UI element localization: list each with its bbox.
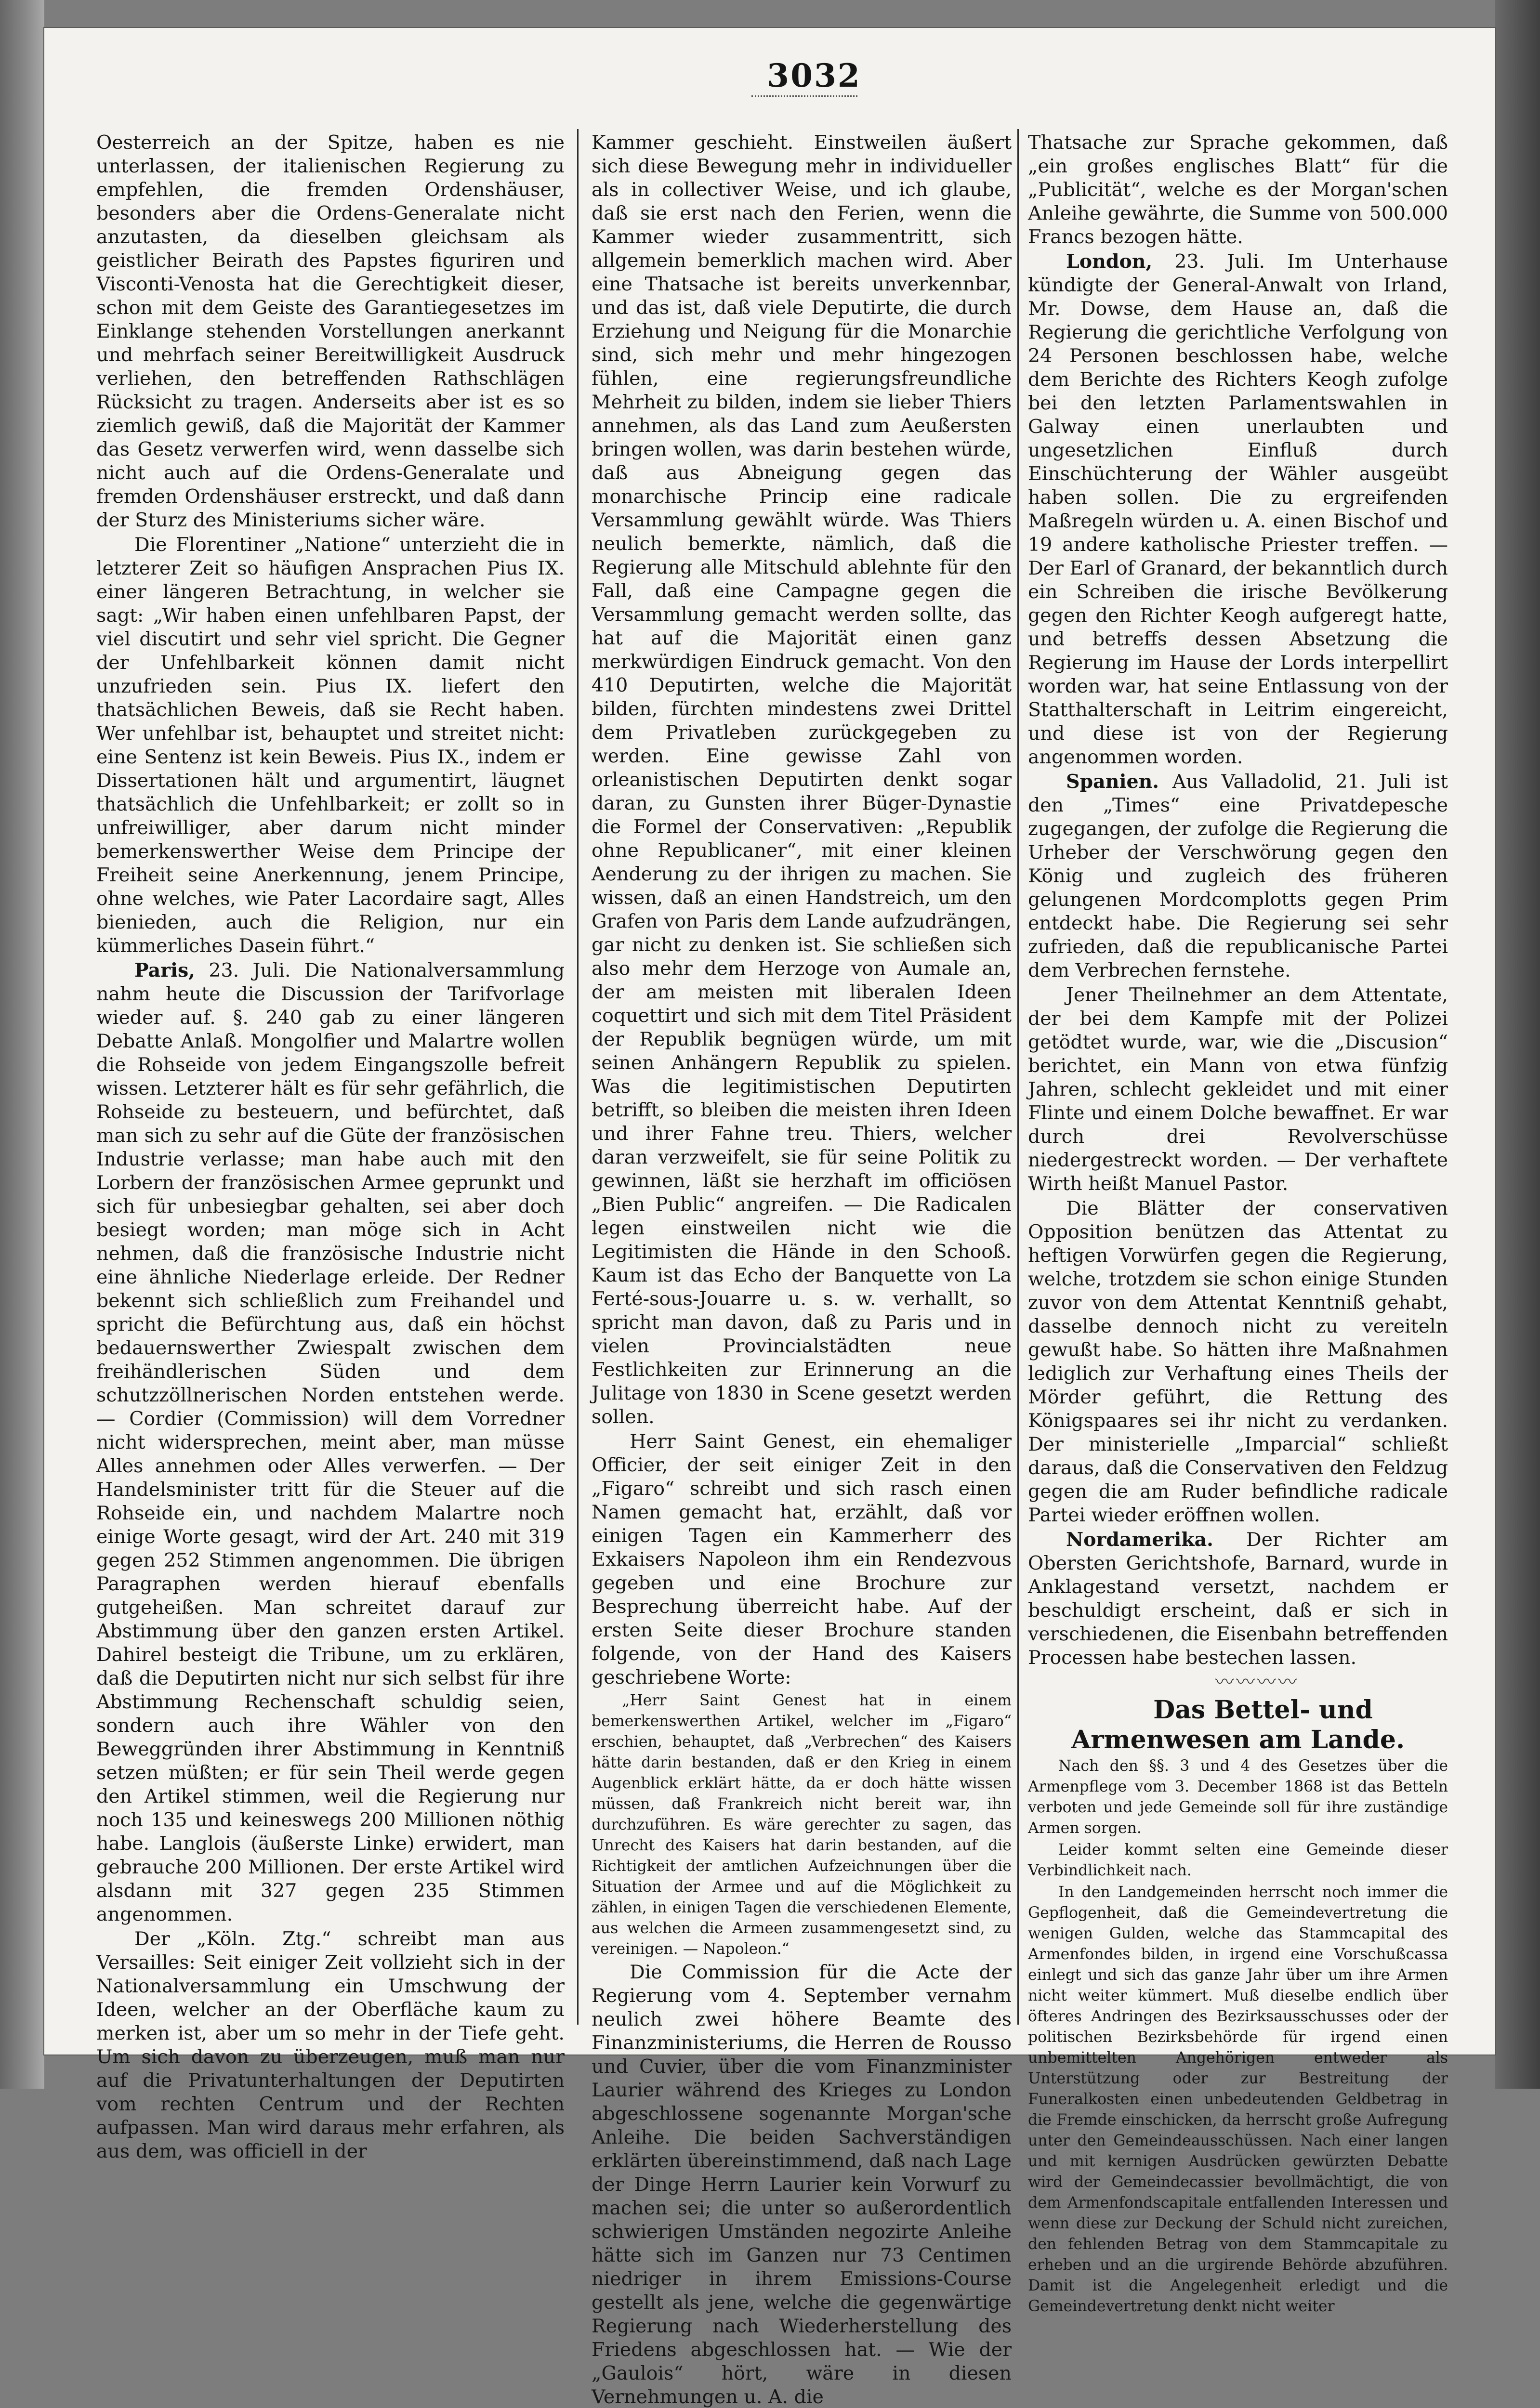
paragraph-text: Der Richter am Obersten Gerichtshofe, Barnard, wurde in Anklagestand versetzt, nachdem er beschuldigt erscheint, daß er sich in verschiedenen, die Eisenbahn betreffenden Processen habe bestechen lassen. [1028, 1529, 1448, 1669]
paragraph: Oesterreich an der Spitze, haben es nie unterlassen, der italienischen Regierung zu empfehlen, die fremden Ordenshäuser, besonders aber die Ordens-Generalate nicht anzutasten, da dieselben gleichsam als geistlicher Beirath des Papstes figuriren und Visconti-Venosta hat die Gerechtigkeit dieser, schon mit dem Geiste des Garantiegesetzes im Einklange stehenden Vorstellungen anerkannt und mehrfach seiner Bereitwilligkeit Ausdruck verliehen, den betreffenden Rathschlägen Rücksicht zu tragen. Anderseits aber ist es so ziemlich gewiß, daß die Majorität der Kammer das Gesetz verwerfen wird, wenn dasselbe sich nicht auch auf die Ordens-Generalate und fremden Ordenshäuser erstreckt, und daß dann der Sturz des Ministeriums sicher wäre. [96, 131, 565, 531]
paragraph: Der „Köln. Ztg.“ schreibt man aus Versailles: Seit einiger Zeit vollzieht sich in der Nationalversammlung ein Umschwung der Ideen, welcher an der Oberfläche kaum zu merken ist, aber um so mehr in der Tiefe geht. Um sich davon zu überzeugen, muß man nur auf die Privatunterhaltungen der Deputirten vom rechten Centrum und der Rechten aufpassen. Man wird daraus mehr erfahren, als aus dem, was officiell in der [96, 1928, 565, 2162]
paragraph-nordamerika [1028, 1528, 1448, 1670]
paragraph-paris [96, 959, 565, 1926]
article-heading: Das Bettel- und Armenwesen am Lande. [1071, 1695, 1405, 1754]
paragraph-text: 23. Juli. Die Nationalversammlung nahm heute die Discussion der Tarifvorlage wieder auf. §. 240 gab zu einer längeren Debatte Anlaß. Mongolfier und Malartre wollen die Rohseide von jedem Eingangszolle befreit wissen. Letzterer hält es für sehr gefährlich, die Rohseide zu besteuern, und befürchtet, daß man sich zu sehr auf die Güte der französischen Industrie verlasse; man habe auch mit den Lorbern der französischen Armee geprunkt und sich für unbesiegbar gehalten, sei aber doch besiegt worden; man möge sich in Acht nehmen, daß die französische Industrie nicht eine ähnliche Niederlage erleide. Der Redner bekennt sich schließlich zum Freihandel und spricht die Befürchtung aus, daß ein höchst bedauernswerther Zwiespalt zwischen dem freihändlerischen Süden und dem schutzzöllnerischen Norden entstehen werde. — Cordier (Commission) will dem Vorredner nicht widersprechen, meint aber, man müsse Alles annehmen oder Alles verwerfen. — Der Handelsminister tritt für die Steuer auf die Rohseide ein, und nachdem Malartre noch einige Worte gesagt, wird der Art. 240 mit 319 gegen 252 Stimmen angenommen. Die übrigen Paragraphen werden hierauf ebenfalls gutgeheißen. Man schreitet darauf zur Abstimmung über den ganzen ersten Artikel. Dahirel besteigt die Tribune, um zu erklären, daß die Deputirten nicht nur sich selbst für ihre Abstimmung Rechenschaft schuldig seien, sondern auch ihre Wähler von den Beweggründen ihrer Abstimmung in Kenntniß setzen müßten; er für sein Theil werde gegen den Artikel stimmen, weil die Regierung nur noch 135 und keineswegs 200 Millionen nöthig habe. Langlois (äußerste Linke) erwidert, man gebrauche 200 Millionen. Der erste Artikel wird alsdann mit 327 gegen 235 Stimmen angenommen. [96, 959, 565, 1925]
book-spine-shadow [0, 0, 44, 2089]
dateline-place: Nordamerika. [1066, 1529, 1213, 1551]
paragraph: In den Landgemeinden herrscht noch immer die Gepflogenheit, daß die Gemeindevertretung die wenigen Gulden, welche das Stammcapital des Armenfondes bilden, in irgend eine Vorschußcassa einlegt und sich das ganze Jahr über um ihre Armen nicht weiter kümmert. Muß dieselbe endlich über öfteres Andringen des Bezirksausschusses oder der politischen Bezirksbehörde für irgend einen unbemittelten Angehörigen entweder als Unterstützung oder zur Bestreitung der Funeralkosten einen unbedeutenden Geldbetrag in die Fremde einschicken, da herrscht große Aufregung unter den Gemeindeausschüssen. Nach einer langen und mit kernigen Ausdrücken gewürzten Debatte wird der Gemeindecassier bevollmächtigt, die von dem Armenfondscapitale entfallenden Interessen und wenn diese zur Deckung der Schuld nicht zureichen, den fehlenden Betrag von dem Stammcapitale zu erheben und an die urgirende Behörde abzuführen. Damit ist die Angelegenheit erledigt und die Gemeindevertretung denkt nicht weiter [1028, 1884, 1448, 2315]
column-3 [1028, 131, 1448, 2315]
paragraph: Thatsache zur Sprache gekommen, daß „ein großes englisches Blatt“ für die „Publicität“, welche es der Morgan'schen Anleihe gewährte, die Summe von 500.000 Francs bezogen hätte. [1028, 131, 1448, 248]
column-rule-1 [577, 129, 579, 2025]
page-number-underline [751, 95, 857, 99]
quotation: „Herr Saint Genest hat in einem bemerkenswerthen Artikel, welcher im „Figaro“ erschien, behauptet, daß „Verbrechen“ des Kaisers hätte darin bestanden, daß er den Krieg in einem Augenblick erklärt hätte, da er doch hätte wissen müssen, daß Frankreich nicht bereit war, ihn durchzuführen. Es wäre gerechter zu sagen, das Unrecht des Kaisers hat darin bestanden, auf die Richtigkeit der amtlichen Aufzeichnungen über die Situation der Armee und auf die Möglichkeit zu zählen, in einigen Tagen die verschiedenen Elemente, aus welchen die Armeen zusammengesetzt sind, zu vereinigen. — Napoleon.“ [592, 1692, 1012, 1958]
column-rule-2 [1017, 129, 1019, 2025]
paragraph-text: Aus Valladolid, 21. Juli ist den „Times“ eine Privatdepesche zugegangen, der zufolge die Regierung die Urheber der Verschwörung gegen den König und zugleich des früheren gelungenen Mordcomplotts gegen Prim entdeckt habe. Die Regierung sei sehr zufrieden, daß die republicanische Partei dem Verbrechen fernstehe. [1028, 771, 1448, 982]
paragraph: Die Blätter der conservativen Opposition benützen das Attentat zu heftigen Vorwürfen gegen die Regierung, welche, trotzdem sie schon einige Stunden zuvor von dem Attentat Kenntniß gehabt, dasselbe dennoch nicht zu vereiteln gewußt habe. So hätten ihre Maßnahmen lediglich zur Verhaftung eines Theils der Mörder geführt, die Rettung des Königspaares sei ihr nicht zu verdanken. Der ministerielle „Imparcial“ schließt daraus, daß die Conservativen den Feldzug gegen die am Ruder befindliche radicale Partei wieder eröffnen wollen. [1028, 1197, 1448, 1526]
scan-right-edge [1495, 0, 1540, 2089]
paragraph: Nach den §§. 3 und 4 des Gesetzes über die Armenpflege vom 3. December 1868 ist das Betteln verboten und jede Gemeinde soll für ihre zuständige Armen sorgen. [1028, 1757, 1448, 1837]
paragraph-spain [1028, 770, 1448, 982]
paragraph: Herr Saint Genest, ein ehemaliger Officier, der seit einiger Zeit in den „Figaro“ schreibt und sich rasch einen Namen gemacht hat, erzählt, daß vor einigen Tagen ein Kammerherr des Exkaisers Napoleon ihm ein Rendezvous gegeben und eine Brochure zur Besprechung überreicht habe. Auf der ersten Seite dieser Brochure standen folgende, von der Hand des Kaisers geschriebene Worte: [592, 1430, 1012, 1688]
dateline-place: Spanien. [1066, 771, 1159, 793]
paragraph: Die Florentiner „Natione“ unterzieht die in letzterer Zeit so häufigen Ansprachen Pius IX. einer längeren Betrachtung, in welcher sie sagt: „Wir haben einen unfehlbaren Papst, der viel discutirt und sehr viel spricht. Die Gegner der Unfehlbarkeit können damit nicht unzufrieden sein. Pius IX. liefert den thatsächlichen Beweis, daß sie Recht haben. Wer unfehlbar ist, behauptet und streitet nicht: eine Sentenz ist kein Beweis. Pius IX., indem er Dissertationen hält und argumentirt, läugnet thatsächlich die Unfehlbarkeit; er zollt so in unfreiwilliger, aber darum nicht minder bemerkenswerther Weise dem Principe der Freiheit seine Anerkennung, jenem Principe, ohne welches, wie Pater Lacordaire sagt, Alles bienieden, auch die Religion, nur ein kümmerliches Dasein führt.“ [96, 534, 565, 957]
column-1 [96, 131, 565, 2162]
paragraph-text: 23. Juli. Im Unterhause kündigte der General-Anwalt von Irland, Mr. Dowse, dem Hause an, daß die Regierung die gerichtliche Verfolgung von 24 Personen beschlossen habe, welche dem Berichte des Richters Keogh zufolge bei den letzten Parlamentswahlen in Galway einen unerlaubten und ungesetzlichen Einfluß durch Einschüchterung der Wähler ausgeübt haben sollen. Die zu ergreifenden Maßregeln würden u. A. einen Bischof und 19 andere katholische Priester treffen. — Der Earl of Granard, der bekanntlich durch ein Schreiben die irische Bevölkerung gegen den Richter Keogh aufgeregt hatte, und betreffs dessen Absetzung die Regierung im Hause der Lords interpellirt worden war, hat seine Entlassung von der Statthalterschaft in Leitrim eingereicht, und diese ist von der Regierung angenommen worden. [1028, 250, 1448, 768]
paragraph: Die Commission für die Acte der Regierung vom 4. September vernahm neulich zwei höhere Beamte des Finanzministeriums, die Herren de Rousso und Cuvier, über die vom Finanzminister Laurier während des Krieges zu London abgeschlossene sogenannte Morgan'sche Anleihe. Die beiden Sachverständigen erklärten übereinstimmend, daß nach Lage der Dinge Herrn Laurier kein Vorwurf zu machen sei; die unter so außerordentlich schwierigen Umständen negozirte Anleihe hätte sich im Ganzen nur 73 Centimen niedriger in ihrem Emissions-Course gestellt als jene, welche die gegenwärtige Regierung nach Wiederherstellung des Friedens abgeschlossen hat. — Wie der „Gaulois“ hört, wäre in diesen Vernehmungen u. A. die [592, 1961, 1012, 2408]
dateline-place: Paris, [134, 959, 196, 982]
page-number: 3032 [767, 57, 861, 94]
dateline-place: London, [1066, 250, 1153, 273]
paragraph: Jener Theilnehmer an dem Attentate, der bei dem Kampfe mit der Polizei getödtet wurde, war, wie die „Discusion“ berichtet, ein Mann von etwa fünfzig Jahren, schlecht gekleidet und mit einer Flinte und einem Dolche bewaffnet. Er war durch drei Revolverschüsse niedergestreckt worden. — Der verhaftete Wirth heißt Manuel Pastor. [1028, 984, 1448, 1195]
column-2 [592, 131, 1012, 2408]
paragraph-london [1028, 250, 1448, 769]
section-ornament: 〰〰〰〰 [1215, 1671, 1299, 1693]
paragraph: Leider kommt selten eine Gemeinde dieser Verbindlichkeit nach. [1028, 1841, 1448, 1879]
paragraph: Kammer geschieht. Einstweilen äußert sich diese Bewegung mehr in individueller als in collectiver Weise, und ich glaube, daß sie erst nach den Ferien, wenn die Kammer wieder zusammentritt, sich allgemein bemerklich machen wird. Aber eine Thatsache ist bereits unverkennbar, und das ist, daß viele Deputirte, die durch Erziehung und Neigung für die Monarchie sind, sich mehr und mehr hingezogen fühlen, eine regierungsfreundliche Mehrheit zu bilden, indem sie lieber Thiers annehmen, als das Land zum Aeußersten bringen wollen, was darin bestehen würde, daß aus Abneigung gegen das monarchische Princip eine radicale Versammlung gewählt würde. Was Thiers neulich bemerkte, nämlich, daß die Regierung alle Mitschuld ablehnte für den Fall, daß eine Campagne gegen die Versammlung gemacht werden sollte, das hat auf die Majorität einen ganz merkwürdigen Eindruck gemacht. Von den 410 Deputirten, welche die Majorität bilden, fürchten mindestens zwei Drittel dem Privatleben zurückgegeben zu werden. Eine gewisse Zahl von orleanistischen Deputirten denkt sogar daran, zu Gunsten ihrer Büger-Dynastie die Formel der Conservativen: „Republik ohne Republicaner“, mit einer kleinen Aenderung zu der ihrigen zu machen. Sie wissen, daß an einen Handstreich, um den Grafen von Paris dem Lande aufzudrängen, gar nicht zu denken ist. Sie schließen sich also mehr dem Herzoge von Aumale an, der am meisten mit liberalen Ideen coquettirt und sich mit dem Titel Präsident der Republik begnügen würde, um mit seinen Anhängern Republik zu spielen. Was die legitimistischen Deputirten betrifft, so bleiben die meisten ihren Ideen und ihrer Fahne treu. Thiers, welcher daran verzweifelt, sie für seine Politik zu gewinnen, läßt sie herzhaft im officiösen „Bien Public“ angreifen. — Die Radicalen legen einstweilen nicht wie die Legitimisten die Hände in den Schooß. Kaum ist das Echo der Banquette von La Ferté-sous-Jouarre u. s. w. verhallt, so spricht man davon, daß zu Paris und in vielen Provincialstädten neue Festlichkeiten zur Erinnerung an die Julitage von 1830 in Scene gesetzt werden sollen. [592, 131, 1012, 1428]
